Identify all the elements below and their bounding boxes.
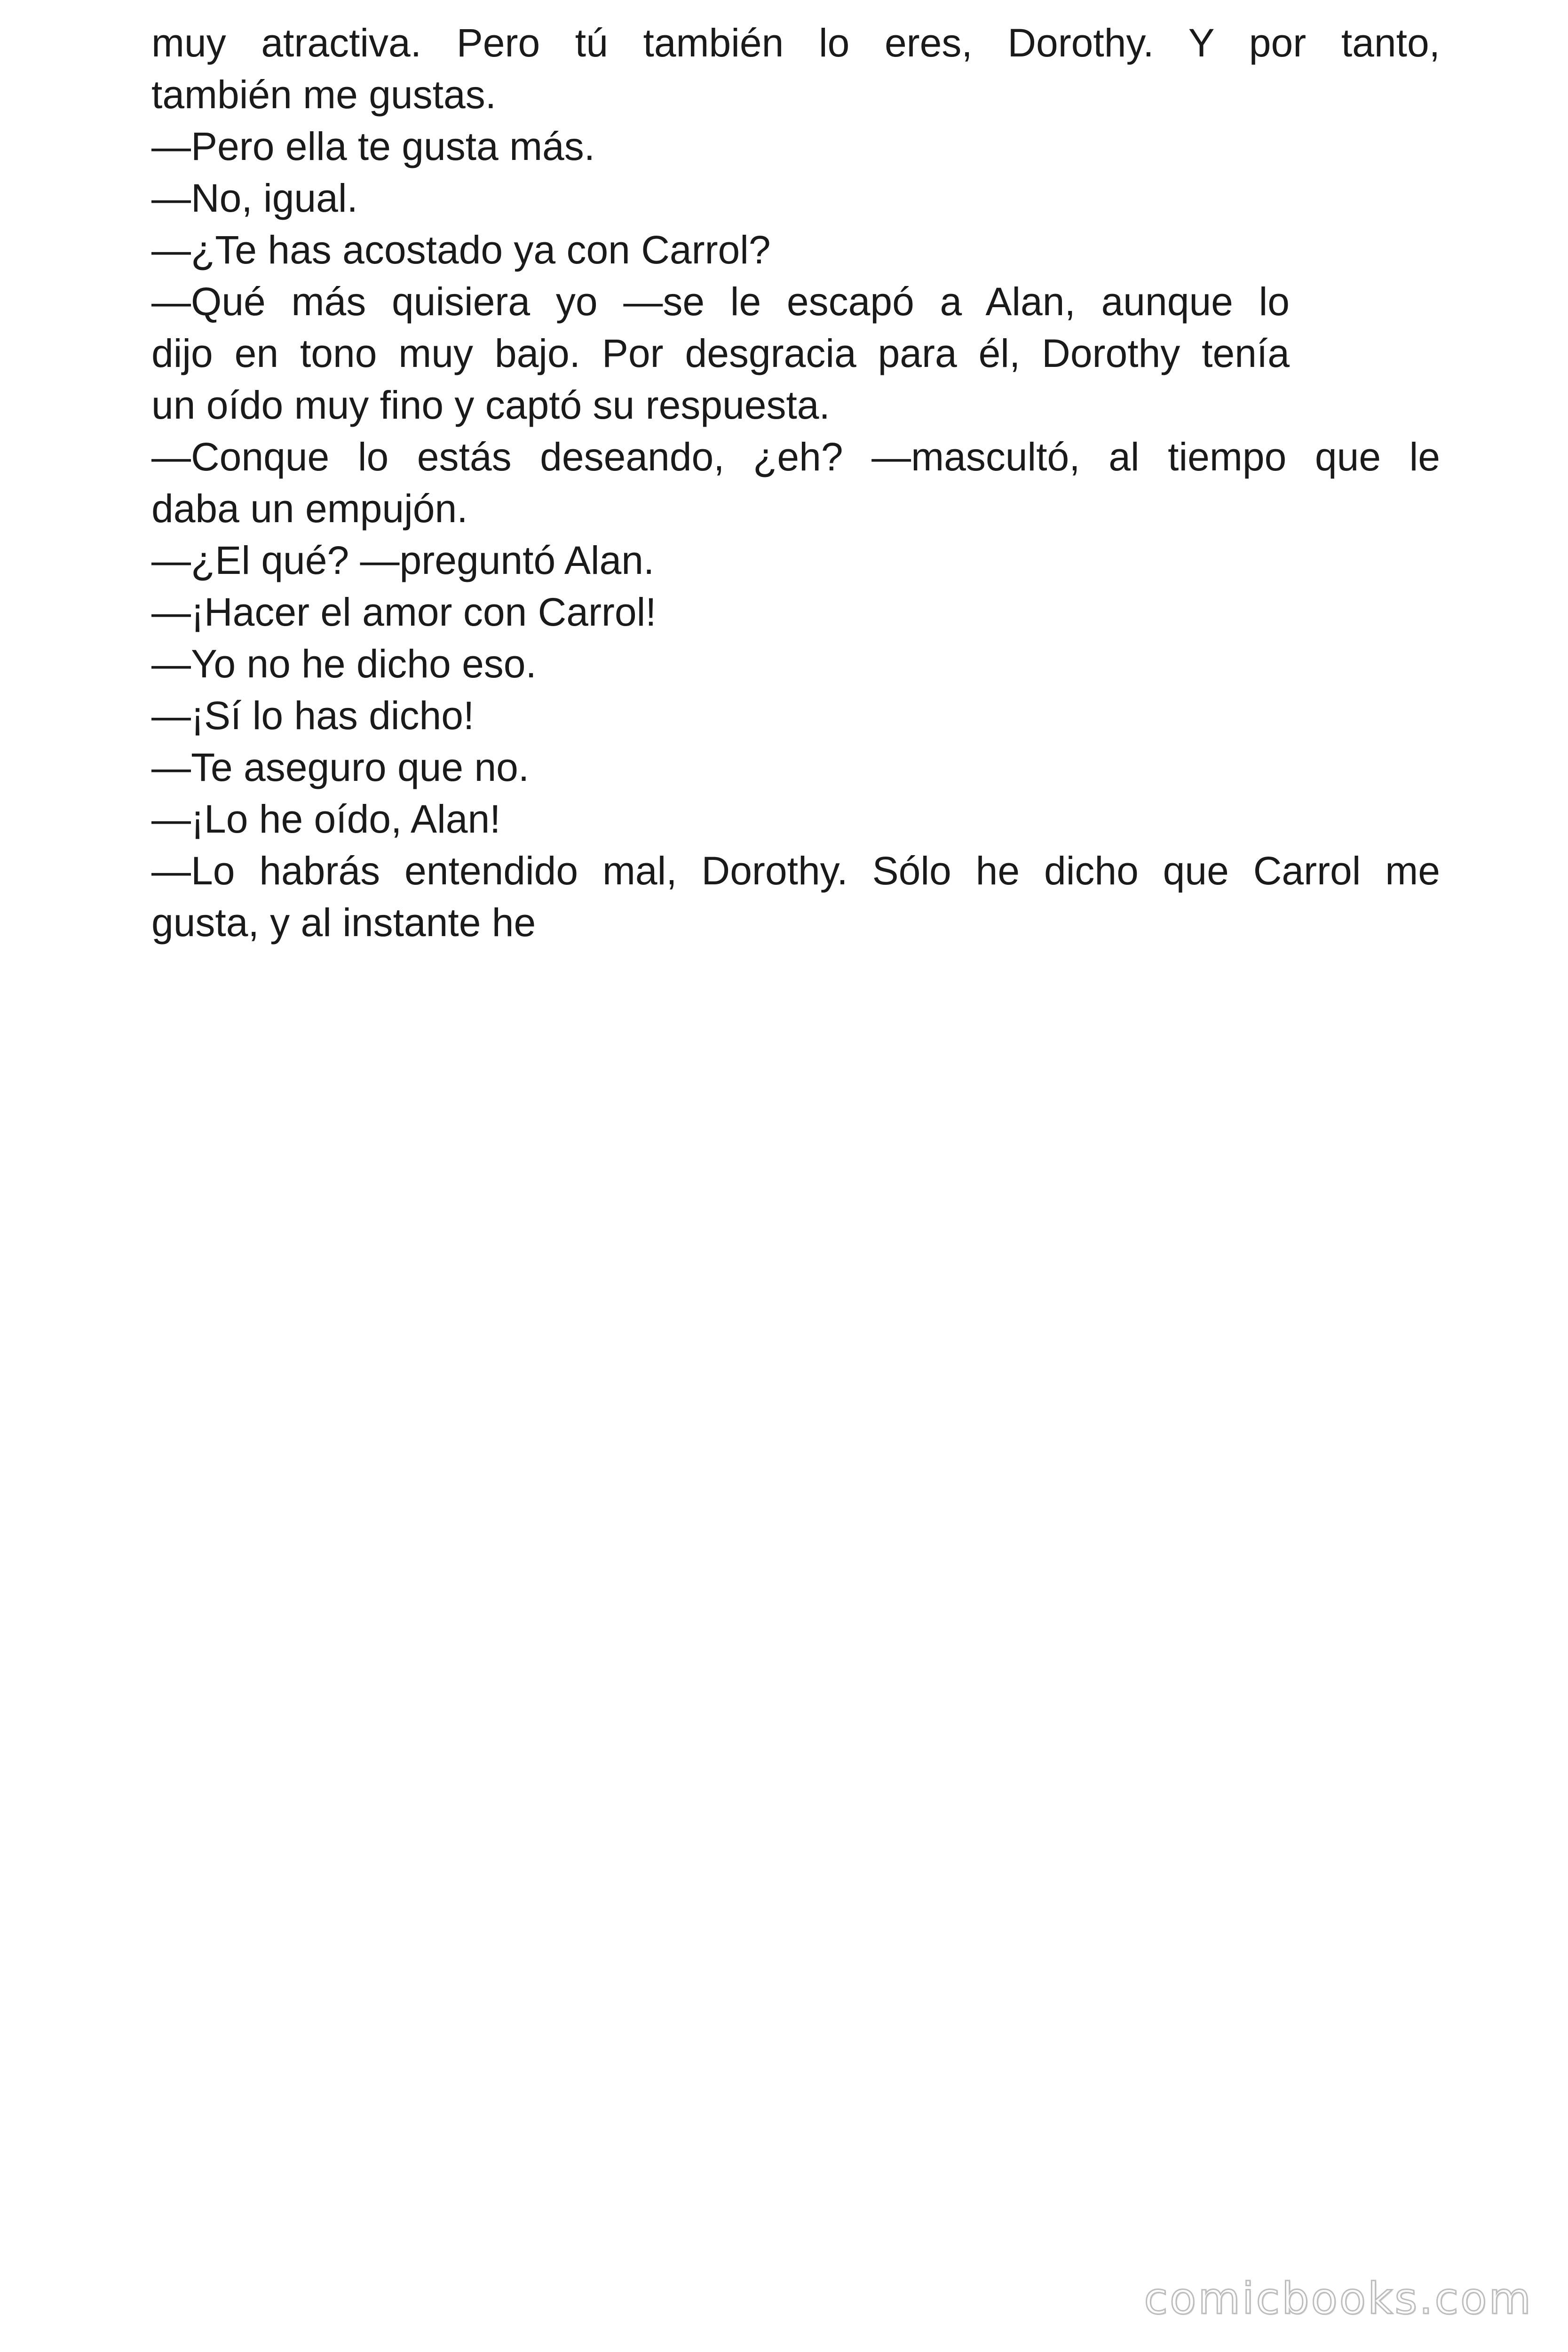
text-line: —No, igual.: [151, 176, 358, 220]
text-line: —Pero ella te gusta más.: [151, 124, 595, 168]
text-line: un oído muy fino y captó su respuesta.: [151, 383, 830, 427]
text-line: —¡Hacer el amor con Carrol!: [151, 590, 657, 634]
text-line: también me gustas.: [151, 72, 497, 117]
watermark-logo: comicbooks.com: [1144, 2273, 1533, 2324]
text-line: —Yo no he dicho eso.: [151, 642, 537, 686]
text-line: —¡Sí lo has dicho!: [151, 693, 475, 738]
text-line: dijo en tono muy bajo. Por desgracia para él, Dorothy tenía: [151, 331, 1290, 375]
text-line: daba un empujón.: [151, 486, 468, 531]
text-line: —¡Lo he oído, Alan!: [151, 797, 501, 841]
text-line: —Conque lo estás deseando, ¿eh? —mascultó, al tiempo que le: [151, 435, 1440, 479]
text-line: —Lo habrás entendido mal, Dorothy. Sólo he dicho que Carrol me: [151, 849, 1440, 893]
text-line: muy atractiva. Pero tú también lo eres, Dorothy. Y por tanto,: [151, 21, 1440, 65]
text-line: —Qué más quisiera yo —se le escapó a Alan, aunque lo: [151, 279, 1290, 324]
text-line: —¿El qué? —preguntó Alan.: [151, 538, 655, 582]
body-text: [151, 17, 1440, 948]
text-line: —¿Te has acostado ya con Carrol?: [151, 228, 771, 272]
text-line: —Te aseguro que no.: [151, 745, 530, 789]
text-line: gusta, y al instante he: [151, 900, 536, 945]
